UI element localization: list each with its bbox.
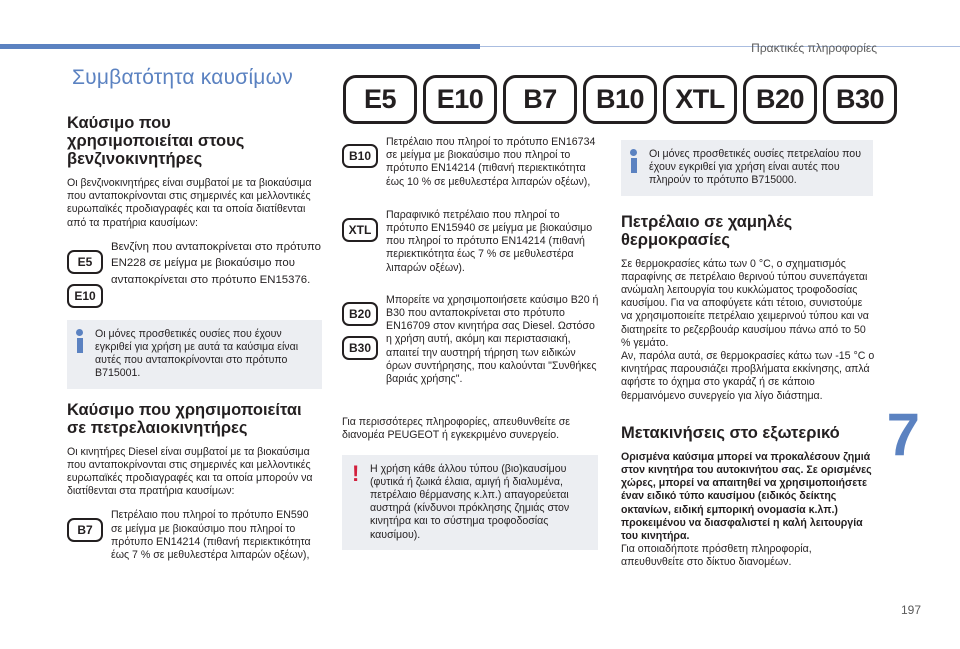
warning-icon: ! [352, 460, 360, 486]
fuel-badge-b30: B30 [823, 75, 897, 124]
chapter-number: 7 [886, 401, 920, 468]
column-middle [342, 136, 602, 550]
diesel-additive-info-text: Οι μόνες προσθετικές ουσίες πετρελαίου που έχουν εγκριθεί για χρήση είναι αυτές που πληρούν το πρότυπο B715000. [649, 148, 861, 187]
petrol-info-box [67, 320, 322, 389]
diesel-intro: Οι κινητήρες Diesel είναι συμβατοί με τα βιοκαύσιμα που ανταποκρίνονται στις σημερινές και μελλοντικές ευρωπαϊκές προδιαγραφές και τα οποία μπορούν να διατίθενται στα πρατήρια καυσίμων: [67, 445, 313, 498]
abroad-normal-text: Για οποιαδήποτε πρόσθετη πληροφορία, απευθυνθείτε στο δίκτυο διανομέων. [621, 543, 812, 569]
b7-text: Πετρέλαιο που πληροί το πρότυπο EN590 σε μείγμα με βιοκαύσιμο που πληροί το πρότυπο EN14214 (πιθανή περιεκτικότητα έως 7 % σε μεθυλεστέρα λιπαρών οξέων), [111, 509, 311, 562]
fuel-badge-xtl: XTL [663, 75, 737, 124]
cold-paragraph-2: Αν, παρόλα αυτά, σε θερμοκρασίες κάτω των -15 °C ο κινητήρας παρουσιάζει προβλήματα εκκίνησης, απλά αφήστε το όχημα στο γκαράζ ή σε κάποιο θερμαινόμενο συνεργείο για λίγο διάστημα. [621, 350, 875, 402]
header-accent-bar [0, 44, 480, 49]
b10-text: Πετρέλαιο που πληροί το πρότυπο EN16734 σε μείγμα με βιοκαύσιμο που πληροί το πρότυπο EN14214 (πιθανή περιεκτικότητα έως 10 % σε μεθυλεστέρα λιπαρών οξέων), [386, 136, 596, 188]
fuel-badge-e10: E10 [423, 75, 497, 124]
badge-b30: B30 [342, 336, 378, 360]
cold-heading: Πετρέλαιο σε χαμηλές θερμοκρασίες [621, 212, 793, 249]
badge-e5: E5 [67, 250, 103, 274]
fuel-badge-b10: B10 [583, 75, 657, 124]
petrol-badges-block [67, 239, 322, 308]
xtl-text: Παραφινικό πετρέλαιο που πληροί το πρότυπο EN15940 σε μείγμα με βιοκαύσιμο που πληροί το πρότυπο EN14214 (πιθανή περιεκτικότητα έως 7 % σε μεθυλεστέρα λιπαρών οξέων). [386, 208, 593, 274]
column-right [621, 140, 876, 570]
b20-b30-block [342, 294, 602, 386]
badge-b20: B20 [342, 302, 378, 326]
fuel-badge-b7: B7 [503, 75, 577, 124]
info-icon [630, 149, 638, 173]
petrol-heading: Καύσιμο που χρησιμοποιείται στους βενζινοκινητήρες [67, 114, 245, 168]
abroad-bold-text: Ορισμένα καύσιμα μπορεί να προκαλέσουν ζημιά στον κινητήρα του αυτοκινήτου σας. Σε ορισμένες χώρες, μπορεί να απαιτηθεί να χρησιμοποιήσετε έναν ειδικό τύπο καυσίμου (ειδικός δείκτης οκτανίων, ειδική εμπορική ονομασία κ.λπ.) προκειμένου να διασφαλιστεί η καλή λειτουργία του κινητήρα. [621, 450, 872, 543]
info-icon [76, 329, 84, 353]
b20-b30-badge-stack [342, 294, 378, 360]
section-label: Πρακτικές πληροφορίες [751, 41, 877, 55]
warning-box [342, 455, 598, 550]
column-left [67, 114, 322, 562]
header-thin-rule [480, 46, 960, 47]
badge-b10: B10 [342, 144, 378, 168]
page-title: Συμβατότητα καυσίμων [72, 66, 293, 89]
diesel-heading: Καύσιμο που χρησιμοποιείται σε πετρελαιοκινητήρες [67, 400, 302, 437]
fuel-badge-b20: B20 [743, 75, 817, 124]
xtl-block [342, 209, 602, 275]
badge-xtl: XTL [342, 218, 378, 242]
b20-b30-text: Μπορείτε να χρησιμοποιήσετε καύσιμο B20 ή B30 που ανταποκρίνεται στο πρότυπο EN16709 στον κινητήρα σας Diesel. Ωστόσο η χρήση αυτή, ακόμη και περιστασιακή, απαιτεί την αυστηρή τήρηση των ειδικών όρων συντήρησης, που καλούνται "Συνθήκες βαριάς χρήσης". [386, 293, 599, 386]
more-info-text: Για περισσότερες πληροφορίες, απευθυνθείτε σε διανομέα PEUGEOT ή εγκεκριμένο συνεργείο. [342, 416, 571, 442]
petrol-intro: Οι βενζινοκινητήρες είναι συμβατοί με τα βιοκαύσιμα που ανταποκρίνονται στις σημερινές και μελλοντικές ευρωπαϊκές προδιαγραφές και τα οποία διατίθενται από τα πρατήρια καυσίμων: [67, 177, 312, 229]
page-number: 197 [900, 603, 921, 617]
petrol-badge-stack [67, 239, 103, 308]
fuel-code-badges [343, 75, 897, 124]
b7-block [67, 509, 322, 562]
fuel-badge-e5: E5 [343, 75, 417, 124]
diesel-additive-info-box [621, 140, 873, 196]
badge-e10: E10 [67, 284, 103, 308]
petrol-info-text: Οι μόνες προσθετικές ουσίες που έχουν εγκριθεί για χρήση με αυτά τα καύσιμα είναι αυτές που ανταποκρίνονται στο πρότυπο B715001. [95, 327, 299, 380]
cold-paragraph-1: Σε θερμοκρασίες κάτω των 0 °C, ο σχηματισμός παραφίνης σε πετρέλαιο θερινού τύπου συνεπάγεται ανώμαλη λειτουργία του κυκλώματος τροφοδοσίας καυσίμου. Για να αποφύγετε κάτι τέτοιο, συνιστούμε να χρησιμοποιείτε πετρέλαιο χειμερινού τύπου και να διατηρείτε το ρεζερβουάρ καυσίμου πάνω από το 50 % γεμάτο. [621, 257, 869, 349]
abroad-heading: Μετακινήσεις στο εξωτερικό [621, 423, 840, 442]
warning-text: Η χρήση κάθε άλλου τύπου (βιο)καυσίμου (φυτικά ή ζωικά έλαια, αμιγή ή διαλυμένα, πετρέλαιο θέρμανσης κ.λπ.) απαγορεύεται αυστηρά (κίνδυνοι πρόκλησης ζημιάς στον κινητήρα και το σύστημα τροφοδοσίας καυσίμου). [370, 462, 570, 541]
petrol-badges-text: Βενζίνη που ανταποκρίνεται στο πρότυπο EN228 σε μείγμα με βιοκαύσιμο που ανταποκρίνεται στο πρότυπο EN15376. [111, 240, 322, 286]
b10-block [342, 136, 602, 189]
badge-b7: B7 [67, 518, 103, 542]
